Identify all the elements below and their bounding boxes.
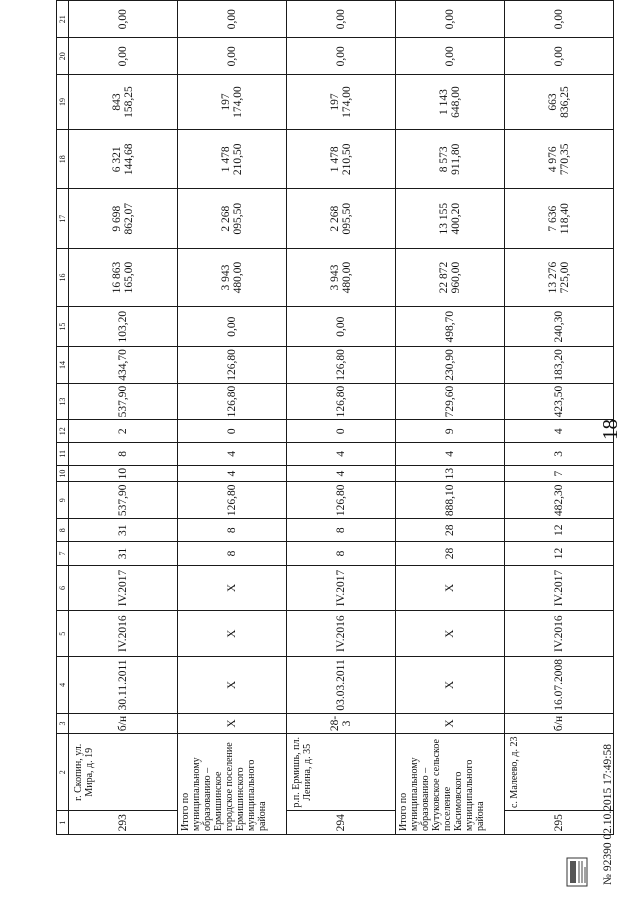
- table-cell: Х: [178, 657, 287, 714]
- page-number: 18: [598, 419, 622, 440]
- table-cell: 4: [505, 420, 614, 443]
- table-cell: 13: [396, 465, 505, 482]
- column-number: 7: [57, 542, 69, 565]
- table-cell: 2 268 095,50: [287, 189, 396, 248]
- table-cell: 0,00: [505, 38, 614, 75]
- table-cell: 8: [69, 443, 178, 466]
- table-cell: 843 158,25: [69, 75, 178, 130]
- column-number: 10: [57, 465, 69, 482]
- table-cell: 729,60: [396, 383, 505, 420]
- municipality-total-label: Итого по муниципальному образованию – Кутуковское сельское поселение Касимовского муниципального района: [396, 734, 505, 835]
- table-cell: 13 276 725,00: [505, 248, 614, 306]
- table-cell: 888,10: [396, 482, 505, 519]
- table-cell: Х: [178, 713, 287, 733]
- table-cell: 4 976 770,35: [505, 130, 614, 189]
- table-cell: б/н: [69, 713, 178, 733]
- table-cell: 197 174,00: [287, 75, 396, 130]
- table-cell: 0,00: [178, 1, 287, 38]
- table-cell: 2 268 095,50: [178, 189, 287, 248]
- table-cell: 28: [396, 519, 505, 542]
- column-number: 4: [57, 657, 69, 714]
- table-cell: 3: [505, 443, 614, 466]
- table-cell: 16 863 165,00: [69, 248, 178, 306]
- table-cell: 126,80: [287, 347, 396, 384]
- table-cell: Х: [396, 657, 505, 714]
- table-cell: 1 143 648,00: [396, 75, 505, 130]
- row-number: 294: [287, 811, 396, 835]
- table-cell: 8: [287, 519, 396, 542]
- column-number: 5: [57, 611, 69, 657]
- table-cell: 9 698 862,07: [69, 189, 178, 248]
- table-cell: 126,80: [178, 347, 287, 384]
- column-number: 18: [57, 130, 69, 189]
- column-number: 20: [57, 38, 69, 75]
- table-cell: 1 478 210,50: [287, 130, 396, 189]
- table-cell: 0: [178, 420, 287, 443]
- table-cell: 0,00: [396, 1, 505, 38]
- table-cell: 8: [178, 542, 287, 565]
- table-cell: 230,90: [396, 347, 505, 384]
- table-cell: 6 321 144,68: [69, 130, 178, 189]
- table-cell: IV.2017: [287, 565, 396, 611]
- table-cell: 0,00: [287, 1, 396, 38]
- table-cell: 2: [69, 420, 178, 443]
- table-cell: 0,00: [505, 1, 614, 38]
- building-address: р.п. Ермишь, пл. Ленина, д. 35: [287, 734, 396, 811]
- column-number: 8: [57, 519, 69, 542]
- table-cell: IV.2016: [69, 611, 178, 657]
- table-cell: 8 573 911,80: [396, 130, 505, 189]
- table-cell: 423,50: [505, 383, 614, 420]
- building-address: с. Малеево, д. 23: [505, 734, 614, 811]
- table-cell: 0,00: [69, 1, 178, 38]
- column-number: 15: [57, 307, 69, 347]
- column-number: 16: [57, 248, 69, 306]
- table-cell: 12: [505, 542, 614, 565]
- table-cell: 10: [69, 465, 178, 482]
- row-number: 295: [505, 811, 614, 835]
- table-cell: 7: [505, 465, 614, 482]
- table-cell: 498,70: [396, 307, 505, 347]
- table-cell: 537,90: [69, 482, 178, 519]
- table-body: [57, 1, 614, 835]
- table-cell: б/н: [505, 713, 614, 733]
- column-number-row: [57, 1, 69, 835]
- table-cell: 0,00: [287, 38, 396, 75]
- table-cell: IV.2017: [505, 565, 614, 611]
- table-cell: 03.03.2011: [287, 657, 396, 714]
- housing-program-table: [56, 0, 614, 835]
- table-cell: 663 836,25: [505, 75, 614, 130]
- column-number: 17: [57, 189, 69, 248]
- table-cell: 482,30: [505, 482, 614, 519]
- table-cell: 126,80: [287, 383, 396, 420]
- table-cell: 4: [396, 443, 505, 466]
- table-cell: 1 478 210,50: [178, 130, 287, 189]
- table-cell: IV.2016: [505, 611, 614, 657]
- table-cell: Х: [396, 565, 505, 611]
- table-cell: 103,20: [69, 307, 178, 347]
- table-cell: 28-3: [287, 713, 396, 733]
- table-cell: 8: [287, 542, 396, 565]
- column-number: 12: [57, 420, 69, 443]
- municipality-total-row: [178, 1, 287, 835]
- table-cell: IV.2017: [69, 565, 178, 611]
- table-cell: 0,00: [396, 38, 505, 75]
- table-cell: 537,90: [69, 383, 178, 420]
- table-cell: 31: [69, 542, 178, 565]
- table-cell: 0,00: [69, 38, 178, 75]
- column-number: 13: [57, 383, 69, 420]
- table-cell: 183,20: [505, 347, 614, 384]
- table-cell: 126,80: [178, 383, 287, 420]
- table-cell: 0: [287, 420, 396, 443]
- table-cell: Х: [396, 611, 505, 657]
- table-cell: 31: [69, 519, 178, 542]
- column-number: 9: [57, 482, 69, 519]
- table-cell: 126,80: [287, 482, 396, 519]
- column-number: 11: [57, 443, 69, 466]
- column-number: 14: [57, 347, 69, 384]
- table-cell: 7 636 118,40: [505, 189, 614, 248]
- column-number: 19: [57, 75, 69, 130]
- table-cell: 4: [178, 443, 287, 466]
- column-number: 1: [57, 811, 69, 835]
- municipality-total-label: Итого по муниципальному образованию – Ермишинское городское поселение Ермишинского муниципального района: [178, 734, 287, 835]
- building-row: [505, 1, 614, 835]
- table-cell: 30.11.2011: [69, 657, 178, 714]
- building-row: [287, 1, 396, 835]
- column-number: 6: [57, 565, 69, 611]
- table-cell: 197 174,00: [178, 75, 287, 130]
- column-number: 21: [57, 1, 69, 38]
- column-number: 2: [57, 734, 69, 811]
- building-address: г. Скопин, ул. Мира, д. 19: [69, 734, 178, 811]
- row-number: 293: [69, 811, 178, 835]
- building-row: [69, 1, 178, 835]
- notary-stamp-icon: [566, 857, 588, 887]
- table-cell: IV.2016: [287, 611, 396, 657]
- column-number: 3: [57, 713, 69, 733]
- table-cell: 28: [396, 542, 505, 565]
- municipality-total-row: [396, 1, 505, 835]
- table-cell: 8: [178, 519, 287, 542]
- table-cell: Х: [178, 611, 287, 657]
- table-cell: 240,30: [505, 307, 614, 347]
- table-cell: 0,00: [287, 307, 396, 347]
- table-cell: 0,00: [178, 38, 287, 75]
- table-cell: 4: [287, 443, 396, 466]
- table-cell: 126,80: [178, 482, 287, 519]
- table-cell: 9: [396, 420, 505, 443]
- table-cell: 434,70: [69, 347, 178, 384]
- table-cell: 4: [287, 465, 396, 482]
- table-cell: Х: [178, 565, 287, 611]
- table-cell: Х: [396, 713, 505, 733]
- table-cell: 12: [505, 519, 614, 542]
- table-cell: 22 872 960,00: [396, 248, 505, 306]
- table-cell: 4: [178, 465, 287, 482]
- table-cell: 3 943 480,00: [287, 248, 396, 306]
- table-cell: 0,00: [178, 307, 287, 347]
- table-cell: 16.07.2008: [505, 657, 614, 714]
- table-cell: 13 155 400,20: [396, 189, 505, 248]
- document-signature: № 92390 02.10.2015 17:49:58: [602, 744, 614, 885]
- table-cell: 3 943 480,00: [178, 248, 287, 306]
